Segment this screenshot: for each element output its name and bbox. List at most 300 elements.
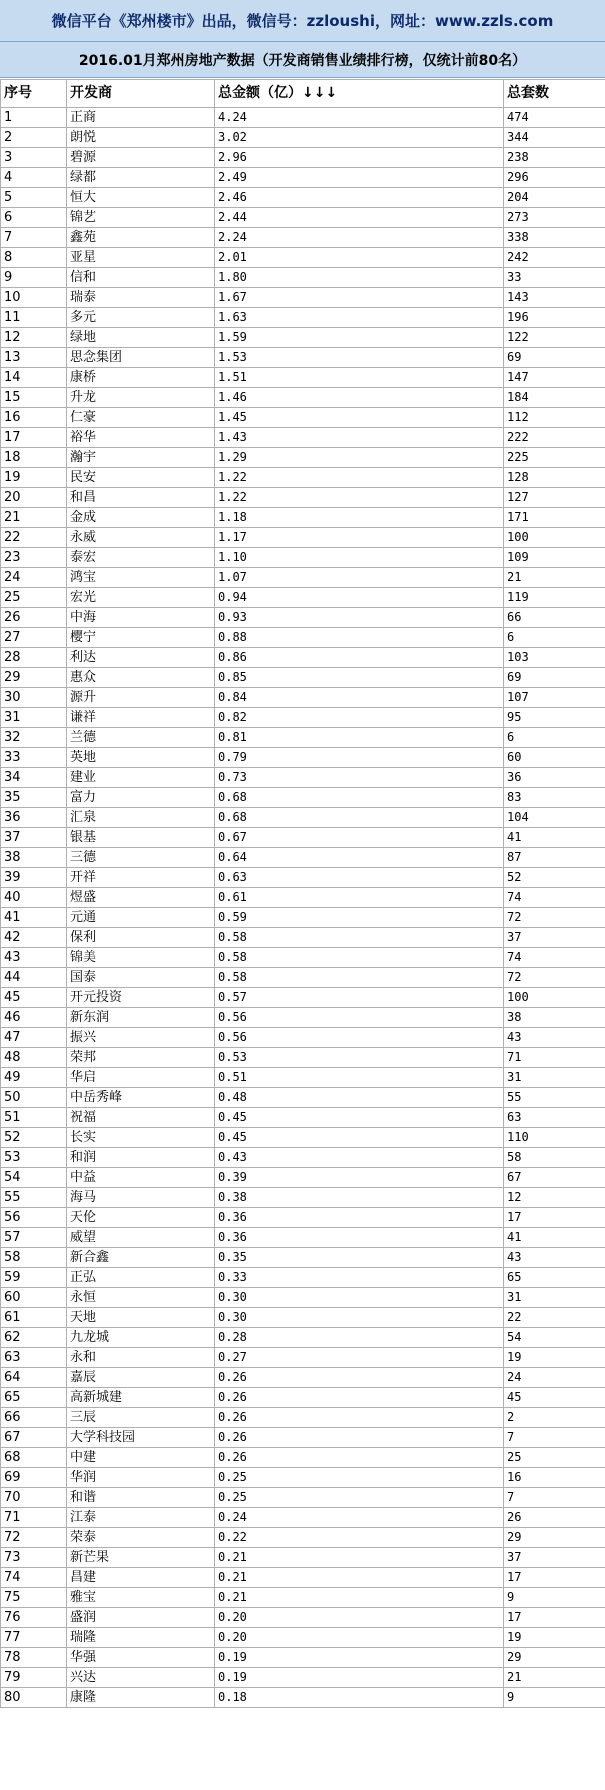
developer-cell: 多元	[67, 308, 215, 328]
developer-cell: 天地	[67, 1308, 215, 1328]
table-row	[1, 568, 605, 588]
table-row	[1, 208, 605, 228]
developer-cell: 江泰	[67, 1508, 215, 1528]
developer-cell: 瀚宇	[67, 448, 215, 468]
developer-cell: 民安	[67, 468, 215, 488]
table-row	[1, 1048, 605, 1068]
table-row	[1, 1348, 605, 1368]
rank-cell: 71	[1, 1508, 67, 1528]
rank-cell: 9	[1, 268, 67, 288]
col-header-rank: 序号	[1, 80, 67, 108]
developer-cell: 华强	[67, 1648, 215, 1668]
table-row	[1, 1648, 605, 1668]
developer-cell: 升龙	[67, 388, 215, 408]
table-row	[1, 528, 605, 548]
rank-cell: 18	[1, 448, 67, 468]
table-row	[1, 988, 605, 1008]
amount-cell: 0.61	[215, 888, 504, 908]
table-row	[1, 788, 605, 808]
developer-cell: 雅宝	[67, 1588, 215, 1608]
table-row	[1, 1528, 605, 1548]
amount-cell: 0.84	[215, 688, 504, 708]
rank-cell: 72	[1, 1528, 67, 1548]
table-row	[1, 948, 605, 968]
developer-cell: 裕华	[67, 428, 215, 448]
rank-cell: 3	[1, 148, 67, 168]
units-cell: 7	[504, 1488, 605, 1508]
developer-cell: 泰宏	[67, 548, 215, 568]
rank-cell: 29	[1, 668, 67, 688]
rank-cell: 20	[1, 488, 67, 508]
table-row	[1, 748, 605, 768]
units-cell: 58	[504, 1148, 605, 1168]
units-cell: 95	[504, 708, 605, 728]
rank-cell: 64	[1, 1368, 67, 1388]
rank-cell: 53	[1, 1148, 67, 1168]
units-cell: 67	[504, 1168, 605, 1188]
table-row	[1, 648, 605, 668]
units-cell: 55	[504, 1088, 605, 1108]
table-row	[1, 1128, 605, 1148]
table-row	[1, 908, 605, 928]
units-cell: 104	[504, 808, 605, 828]
rank-cell: 59	[1, 1268, 67, 1288]
amount-cell: 0.51	[215, 1068, 504, 1088]
rank-cell: 31	[1, 708, 67, 728]
units-cell: 69	[504, 668, 605, 688]
amount-cell: 0.21	[215, 1548, 504, 1568]
table-row	[1, 1228, 605, 1248]
col-header-units: 总套数	[504, 80, 605, 108]
developer-cell: 源升	[67, 688, 215, 708]
units-cell: 54	[504, 1328, 605, 1348]
amount-cell: 0.58	[215, 968, 504, 988]
rank-cell: 16	[1, 408, 67, 428]
rank-cell: 69	[1, 1468, 67, 1488]
developer-cell: 荣泰	[67, 1528, 215, 1548]
table-row	[1, 248, 605, 268]
developer-cell: 思念集团	[67, 348, 215, 368]
developer-cell: 宏光	[67, 588, 215, 608]
amount-cell: 0.24	[215, 1508, 504, 1528]
table-row	[1, 1488, 605, 1508]
amount-cell: 2.01	[215, 248, 504, 268]
table-row	[1, 448, 605, 468]
amount-cell: 0.81	[215, 728, 504, 748]
table-row	[1, 1608, 605, 1628]
table-row	[1, 328, 605, 348]
amount-cell: 0.28	[215, 1328, 504, 1348]
table-row	[1, 1288, 605, 1308]
units-cell: 107	[504, 688, 605, 708]
rank-cell: 79	[1, 1668, 67, 1688]
units-cell: 344	[504, 128, 605, 148]
amount-cell: 0.30	[215, 1288, 504, 1308]
rank-cell: 15	[1, 388, 67, 408]
table-row	[1, 388, 605, 408]
table-row	[1, 1188, 605, 1208]
rank-cell: 4	[1, 168, 67, 188]
developer-cell: 鑫苑	[67, 228, 215, 248]
table-row	[1, 148, 605, 168]
units-cell: 2	[504, 1408, 605, 1428]
units-cell: 29	[504, 1648, 605, 1668]
amount-cell: 0.94	[215, 588, 504, 608]
header-row	[1, 80, 605, 108]
units-cell: 29	[504, 1528, 605, 1548]
rank-cell: 2	[1, 128, 67, 148]
amount-cell: 0.26	[215, 1448, 504, 1468]
developer-cell: 绿地	[67, 328, 215, 348]
developer-cell: 华启	[67, 1068, 215, 1088]
developer-cell: 保利	[67, 928, 215, 948]
units-cell: 21	[504, 1668, 605, 1688]
amount-cell: 0.79	[215, 748, 504, 768]
rank-cell: 24	[1, 568, 67, 588]
amount-cell: 0.22	[215, 1528, 504, 1548]
developer-cell: 鸿宝	[67, 568, 215, 588]
developer-cell: 永和	[67, 1348, 215, 1368]
units-cell: 37	[504, 928, 605, 948]
amount-cell: 3.02	[215, 128, 504, 148]
rank-cell: 77	[1, 1628, 67, 1648]
units-cell: 143	[504, 288, 605, 308]
developer-cell: 朗悦	[67, 128, 215, 148]
table-row	[1, 1328, 605, 1348]
developer-cell: 和谐	[67, 1488, 215, 1508]
units-cell: 25	[504, 1448, 605, 1468]
rank-cell: 12	[1, 328, 67, 348]
units-cell: 474	[504, 108, 605, 128]
developer-cell: 谦祥	[67, 708, 215, 728]
units-cell: 225	[504, 448, 605, 468]
table-row	[1, 1068, 605, 1088]
developer-cell: 新东润	[67, 1008, 215, 1028]
units-cell: 103	[504, 648, 605, 668]
amount-cell: 0.38	[215, 1188, 504, 1208]
table-row	[1, 1588, 605, 1608]
rank-cell: 74	[1, 1568, 67, 1588]
rank-cell: 28	[1, 648, 67, 668]
developer-cell: 仁豪	[67, 408, 215, 428]
rank-cell: 62	[1, 1328, 67, 1348]
rank-cell: 68	[1, 1448, 67, 1468]
rank-cell: 48	[1, 1048, 67, 1068]
table-row	[1, 1208, 605, 1228]
amount-cell: 0.36	[215, 1228, 504, 1248]
table-row	[1, 428, 605, 448]
developer-cell: 樱宁	[67, 628, 215, 648]
amount-cell: 0.18	[215, 1688, 504, 1708]
amount-cell: 0.43	[215, 1148, 504, 1168]
table-row	[1, 228, 605, 248]
units-cell: 45	[504, 1388, 605, 1408]
units-cell: 43	[504, 1028, 605, 1048]
developer-cell: 亚星	[67, 248, 215, 268]
units-cell: 9	[504, 1588, 605, 1608]
table-row	[1, 1008, 605, 1028]
rank-cell: 55	[1, 1188, 67, 1208]
units-cell: 33	[504, 268, 605, 288]
units-cell: 273	[504, 208, 605, 228]
amount-cell: 0.39	[215, 1168, 504, 1188]
units-cell: 72	[504, 968, 605, 988]
amount-cell: 0.85	[215, 668, 504, 688]
table-row	[1, 1628, 605, 1648]
rank-cell: 33	[1, 748, 67, 768]
developer-cell: 九龙城	[67, 1328, 215, 1348]
developer-cell: 兴达	[67, 1668, 215, 1688]
units-cell: 122	[504, 328, 605, 348]
units-cell: 74	[504, 888, 605, 908]
units-cell: 17	[504, 1568, 605, 1588]
units-cell: 36	[504, 768, 605, 788]
table-row	[1, 1088, 605, 1108]
rank-cell: 23	[1, 548, 67, 568]
developer-cell: 锦美	[67, 948, 215, 968]
rank-cell: 17	[1, 428, 67, 448]
amount-cell: 0.26	[215, 1368, 504, 1388]
developer-cell: 兰德	[67, 728, 215, 748]
amount-cell: 1.53	[215, 348, 504, 368]
units-cell: 26	[504, 1508, 605, 1528]
col-header-amount: 总金额（亿）↓↓↓	[215, 80, 504, 108]
developer-cell: 英地	[67, 748, 215, 768]
table-row	[1, 728, 605, 748]
amount-cell: 1.45	[215, 408, 504, 428]
table-row	[1, 868, 605, 888]
amount-cell: 0.45	[215, 1108, 504, 1128]
rank-cell: 75	[1, 1588, 67, 1608]
amount-cell: 1.07	[215, 568, 504, 588]
table-subtitle: 2016.01月郑州房地产数据（开发商销售业绩排行榜，仅统计前80名）	[0, 42, 605, 78]
units-cell: 184	[504, 388, 605, 408]
amount-cell: 1.67	[215, 288, 504, 308]
rank-cell: 27	[1, 628, 67, 648]
amount-cell: 1.18	[215, 508, 504, 528]
rank-cell: 8	[1, 248, 67, 268]
rank-cell: 10	[1, 288, 67, 308]
rank-cell: 41	[1, 908, 67, 928]
rank-cell: 66	[1, 1408, 67, 1428]
developer-cell: 威望	[67, 1228, 215, 1248]
table-row	[1, 108, 605, 128]
developer-cell: 盛润	[67, 1608, 215, 1628]
amount-cell: 0.68	[215, 788, 504, 808]
units-cell: 242	[504, 248, 605, 268]
units-cell: 17	[504, 1208, 605, 1228]
amount-cell: 0.25	[215, 1488, 504, 1508]
developer-cell: 瑞泰	[67, 288, 215, 308]
table-row	[1, 488, 605, 508]
amount-cell: 1.63	[215, 308, 504, 328]
table-row	[1, 848, 605, 868]
rank-cell: 38	[1, 848, 67, 868]
rank-cell: 36	[1, 808, 67, 828]
amount-cell: 0.26	[215, 1408, 504, 1428]
table-row	[1, 1028, 605, 1048]
developer-cell: 国泰	[67, 968, 215, 988]
developer-cell: 煜盛	[67, 888, 215, 908]
developer-cell: 信和	[67, 268, 215, 288]
developer-cell: 银基	[67, 828, 215, 848]
rank-cell: 40	[1, 888, 67, 908]
developer-cell: 永恒	[67, 1288, 215, 1308]
developer-cell: 锦艺	[67, 208, 215, 228]
amount-cell: 2.46	[215, 188, 504, 208]
amount-cell: 0.86	[215, 648, 504, 668]
amount-cell: 0.56	[215, 1008, 504, 1028]
table-row	[1, 128, 605, 148]
rank-cell: 35	[1, 788, 67, 808]
units-cell: 38	[504, 1008, 605, 1028]
units-cell: 71	[504, 1048, 605, 1068]
amount-cell: 1.80	[215, 268, 504, 288]
units-cell: 37	[504, 1548, 605, 1568]
units-cell: 69	[504, 348, 605, 368]
developer-cell: 富力	[67, 788, 215, 808]
units-cell: 171	[504, 508, 605, 528]
table-body	[1, 108, 605, 1708]
table-row	[1, 1428, 605, 1448]
developer-cell: 恒大	[67, 188, 215, 208]
rank-cell: 80	[1, 1688, 67, 1708]
amount-cell: 0.63	[215, 868, 504, 888]
units-cell: 87	[504, 848, 605, 868]
developer-cell: 绿都	[67, 168, 215, 188]
developer-cell: 昌建	[67, 1568, 215, 1588]
amount-cell: 1.22	[215, 488, 504, 508]
rank-cell: 32	[1, 728, 67, 748]
developer-cell: 康桥	[67, 368, 215, 388]
table-row	[1, 808, 605, 828]
developer-cell: 碧源	[67, 148, 215, 168]
amount-cell: 0.21	[215, 1568, 504, 1588]
rank-cell: 54	[1, 1168, 67, 1188]
units-cell: 31	[504, 1068, 605, 1088]
units-cell: 109	[504, 548, 605, 568]
developer-ranking-table	[0, 79, 605, 1708]
table-row	[1, 1268, 605, 1288]
table-row	[1, 348, 605, 368]
developer-cell: 天伦	[67, 1208, 215, 1228]
units-cell: 9	[504, 1688, 605, 1708]
table-row	[1, 768, 605, 788]
table-row	[1, 1668, 605, 1688]
developer-cell: 三辰	[67, 1408, 215, 1428]
developer-cell: 高新城建	[67, 1388, 215, 1408]
developer-cell: 海马	[67, 1188, 215, 1208]
units-cell: 41	[504, 828, 605, 848]
rank-cell: 5	[1, 188, 67, 208]
table-row	[1, 1388, 605, 1408]
units-cell: 43	[504, 1248, 605, 1268]
units-cell: 110	[504, 1128, 605, 1148]
units-cell: 19	[504, 1348, 605, 1368]
table-row	[1, 828, 605, 848]
table-row	[1, 288, 605, 308]
rank-cell: 51	[1, 1108, 67, 1128]
units-cell: 83	[504, 788, 605, 808]
rank-cell: 11	[1, 308, 67, 328]
amount-cell: 1.17	[215, 528, 504, 548]
rank-cell: 70	[1, 1488, 67, 1508]
units-cell: 41	[504, 1228, 605, 1248]
rank-cell: 25	[1, 588, 67, 608]
developer-cell: 元通	[67, 908, 215, 928]
rank-cell: 58	[1, 1248, 67, 1268]
table-row	[1, 168, 605, 188]
rank-cell: 63	[1, 1348, 67, 1368]
amount-cell: 1.59	[215, 328, 504, 348]
amount-cell: 0.82	[215, 708, 504, 728]
units-cell: 22	[504, 1308, 605, 1328]
amount-cell: 2.24	[215, 228, 504, 248]
rank-cell: 65	[1, 1388, 67, 1408]
amount-cell: 0.20	[215, 1608, 504, 1628]
units-cell: 196	[504, 308, 605, 328]
amount-cell: 0.68	[215, 808, 504, 828]
table-row	[1, 1448, 605, 1468]
amount-cell: 1.51	[215, 368, 504, 388]
rank-cell: 46	[1, 1008, 67, 1028]
rank-cell: 7	[1, 228, 67, 248]
units-cell: 147	[504, 368, 605, 388]
table-row	[1, 1248, 605, 1268]
amount-cell: 4.24	[215, 108, 504, 128]
amount-cell: 0.64	[215, 848, 504, 868]
developer-cell: 中海	[67, 608, 215, 628]
table-row	[1, 968, 605, 988]
units-cell: 6	[504, 628, 605, 648]
amount-cell: 1.10	[215, 548, 504, 568]
amount-cell: 0.20	[215, 1628, 504, 1648]
developer-cell: 正商	[67, 108, 215, 128]
developer-cell: 三德	[67, 848, 215, 868]
amount-cell: 0.93	[215, 608, 504, 628]
amount-cell: 0.58	[215, 948, 504, 968]
units-cell: 19	[504, 1628, 605, 1648]
rank-cell: 76	[1, 1608, 67, 1628]
developer-cell: 新芒果	[67, 1548, 215, 1568]
rank-cell: 14	[1, 368, 67, 388]
developer-cell: 新合鑫	[67, 1248, 215, 1268]
rank-cell: 78	[1, 1648, 67, 1668]
units-cell: 12	[504, 1188, 605, 1208]
amount-cell: 0.88	[215, 628, 504, 648]
developer-cell: 康隆	[67, 1688, 215, 1708]
amount-cell: 1.22	[215, 468, 504, 488]
table-row	[1, 508, 605, 528]
units-cell: 66	[504, 608, 605, 628]
table-row	[1, 608, 605, 628]
developer-cell: 大学科技园	[67, 1428, 215, 1448]
amount-cell: 0.56	[215, 1028, 504, 1048]
amount-cell: 0.53	[215, 1048, 504, 1068]
developer-cell: 开祥	[67, 868, 215, 888]
units-cell: 60	[504, 748, 605, 768]
table-row	[1, 1108, 605, 1128]
developer-cell: 嘉辰	[67, 1368, 215, 1388]
developer-cell: 瑞隆	[67, 1628, 215, 1648]
table-row	[1, 368, 605, 388]
amount-cell: 0.67	[215, 828, 504, 848]
developer-cell: 开元投资	[67, 988, 215, 1008]
table-row	[1, 588, 605, 608]
developer-cell: 惠众	[67, 668, 215, 688]
rank-cell: 56	[1, 1208, 67, 1228]
units-cell: 74	[504, 948, 605, 968]
